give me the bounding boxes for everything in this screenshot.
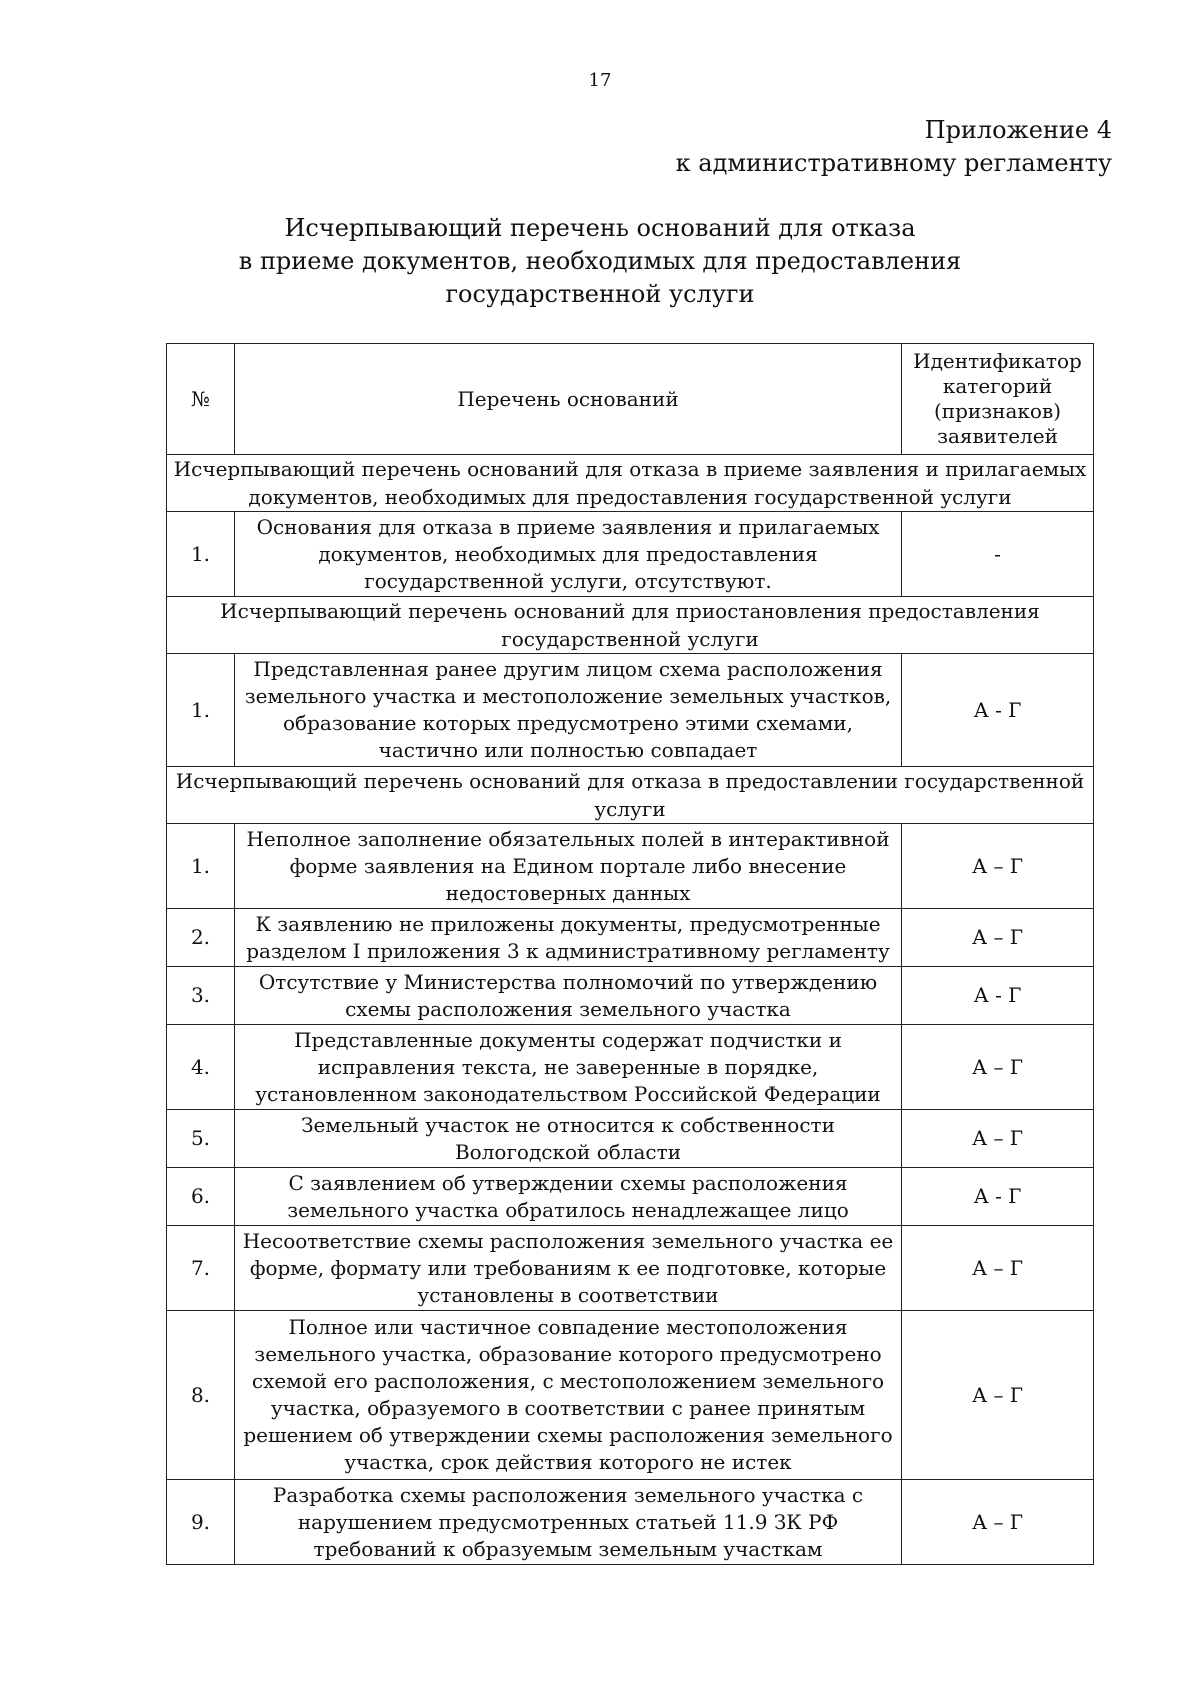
header-identifier: Идентификатор категорий (признаков) заявителей — [902, 344, 1094, 455]
table-row — [167, 654, 1094, 767]
row-applicant-identifier: А – Г — [902, 1480, 1094, 1565]
appendix-caption — [676, 114, 1112, 180]
row-ground-text: Полное или частичное совпадение местоположения земельного участка, образование которого предусмотрено схемой его расположения, с местоположением земельного участка, образуемого в соответствии с ранее принятым решением об утверждении схемы расположения земельного участка, срок действия которого не истек — [235, 1311, 902, 1480]
table-row — [167, 1110, 1094, 1168]
row-ground-text: Отсутствие у Министерства полномочий по утверждению схемы расположения земельного участка — [235, 967, 902, 1025]
row-number: 1. — [167, 512, 235, 597]
row-ground-text: К заявлению не приложены документы, предусмотренные разделом I приложения 3 к административному регламенту — [235, 909, 902, 967]
page-number: 17 — [588, 70, 612, 91]
grounds-table — [166, 343, 1094, 1565]
row-ground-text: Земельный участок не относится к собственности Вологодской области — [235, 1110, 902, 1168]
table-row — [167, 1168, 1094, 1226]
row-number: 2. — [167, 909, 235, 967]
table-row — [167, 1025, 1094, 1110]
row-applicant-identifier: А – Г — [902, 1311, 1094, 1480]
row-number: 1. — [167, 824, 235, 909]
title-line-1: Исчерпывающий перечень оснований для отказа — [284, 214, 916, 242]
row-ground-text: Разработка схемы расположения земельного участка с нарушением предусмотренных статьей 11.9 ЗК РФ требований к образуемым земельным участкам — [235, 1480, 902, 1565]
section-row — [167, 767, 1094, 824]
table-row — [167, 1226, 1094, 1311]
row-number: 1. — [167, 654, 235, 767]
row-number: 5. — [167, 1110, 235, 1168]
table-row — [167, 1480, 1094, 1565]
row-ground-text: Неполное заполнение обязательных полей в интерактивной форме заявления на Едином портале либо внесение недостоверных данных — [235, 824, 902, 909]
table-row — [167, 1311, 1094, 1480]
row-number: 7. — [167, 1226, 235, 1311]
row-number: 9. — [167, 1480, 235, 1565]
appendix-line-1: Приложение 4 — [924, 116, 1112, 144]
title-line-3: государственной услуги — [445, 280, 755, 308]
row-applicant-identifier: А – Г — [902, 909, 1094, 967]
header-number: № — [167, 344, 235, 455]
table-header-row — [167, 344, 1094, 455]
row-applicant-identifier: А – Г — [902, 824, 1094, 909]
table-row — [167, 824, 1094, 909]
appendix-line-2: к административному регламенту — [675, 149, 1112, 177]
row-applicant-identifier: А - Г — [902, 654, 1094, 767]
row-ground-text: Несоответствие схемы расположения земельного участка ее форме, формату или требованиям к ее подготовке, которые установлены в соответствии — [235, 1226, 902, 1311]
row-applicant-identifier: А – Г — [902, 1226, 1094, 1311]
row-applicant-identifier: А - Г — [902, 1168, 1094, 1226]
row-applicant-identifier: А – Г — [902, 1025, 1094, 1110]
row-number: 3. — [167, 967, 235, 1025]
row-applicant-identifier: А - Г — [902, 967, 1094, 1025]
title-line-2: в приеме документов, необходимых для предоставления — [238, 247, 962, 275]
table-row — [167, 909, 1094, 967]
row-ground-text: Основания для отказа в приеме заявления и прилагаемых документов, необходимых для предоставления государственной услуги, отсутствуют. — [235, 512, 902, 597]
section-row — [167, 455, 1094, 512]
table-row — [167, 512, 1094, 597]
row-number: 8. — [167, 1311, 235, 1480]
section-title: Исчерпывающий перечень оснований для приостановления предоставления государственной услуги — [167, 597, 1094, 654]
header-grounds: Перечень оснований — [235, 344, 902, 455]
row-number: 4. — [167, 1025, 235, 1110]
section-title: Исчерпывающий перечень оснований для отказа в предоставлении государственной услуги — [167, 767, 1094, 824]
document-title — [0, 212, 1200, 311]
row-number: 6. — [167, 1168, 235, 1226]
table-body — [167, 455, 1094, 1565]
table-row — [167, 967, 1094, 1025]
section-row — [167, 597, 1094, 654]
section-title: Исчерпывающий перечень оснований для отказа в приеме заявления и прилагаемых документов, необходимых для предоставления государственной услуги — [167, 455, 1094, 512]
row-ground-text: Представленные документы содержат подчистки и исправления текста, не заверенные в порядке, установленном законодательством Российской Федерации — [235, 1025, 902, 1110]
row-applicant-identifier: А – Г — [902, 1110, 1094, 1168]
row-ground-text: С заявлением об утверждении схемы расположения земельного участка обратилось ненадлежащее лицо — [235, 1168, 902, 1226]
row-ground-text: Представленная ранее другим лицом схема расположения земельного участка и местоположение земельных участков, образование которых предусмотрено этими схемами, частично или полностью совпадает — [235, 654, 902, 767]
row-applicant-identifier: - — [902, 512, 1094, 597]
